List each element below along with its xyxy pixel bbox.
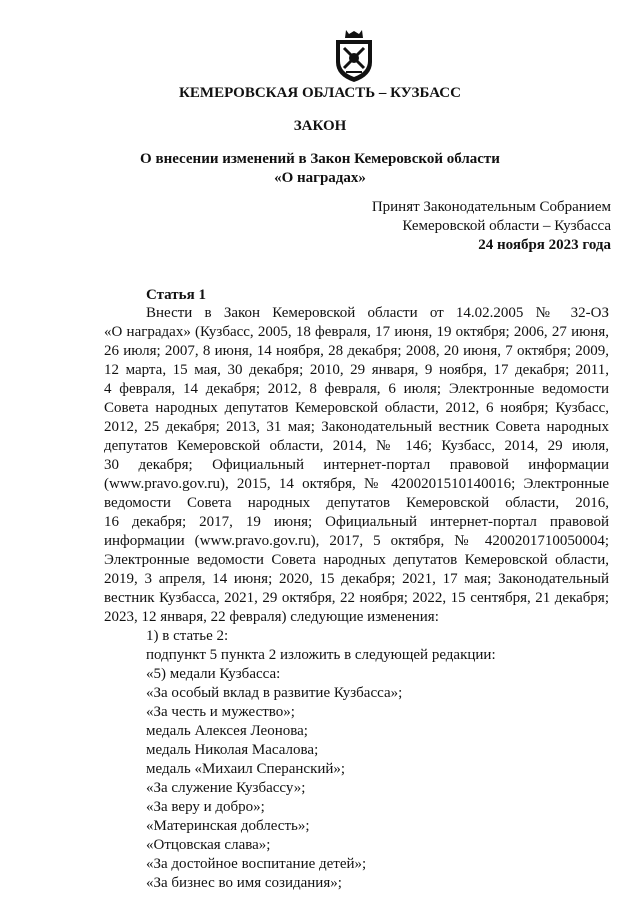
article-heading: Статья 1	[146, 287, 206, 303]
paragraph-line: 2019, 3 апреля, 14 июня; 2020, 15 декабря; 2021, 17 мая; Законодательный	[104, 571, 609, 587]
paragraph-line: Электронные ведомости Совета народных депутатов Кемеровской области,	[104, 552, 609, 568]
medal-list-item: медаль Алексея Леонова;	[146, 723, 308, 739]
medal-list-item: «За честь и мужество»;	[146, 704, 295, 720]
medal-list-item: «За бизнес во имя созидания»;	[146, 875, 342, 891]
doc-type-heading: ЗАКОН	[293, 118, 347, 134]
paragraph-line: Внести в Закон Кемеровской области от 14.02.2005 № 32-ОЗ	[146, 305, 609, 321]
region-heading: КЕМЕРОВСКАЯ ОБЛАСТЬ – КУЗБАСС	[179, 85, 461, 101]
medal-list-item: «За служение Кузбассу»;	[146, 780, 306, 796]
paragraph-line: 4 февраля, 14 декабря; 2012, 8 февраля, 6 июля; Электронные ведомости	[104, 381, 609, 397]
amendment-item: 1) в статье 2:	[146, 628, 229, 644]
paragraph-line: (www.pravo.gov.ru), 2015, 14 октября, № 4200201510140016; Электронные	[104, 476, 609, 492]
paragraph-line: 30 декабря; Официальный интернет-портал правовой информации	[104, 457, 609, 473]
amendment-item: подпункт 5 пункта 2 изложить в следующей редакции:	[146, 647, 496, 663]
adoption-date: 24 ноября 2023 года	[478, 237, 611, 253]
medal-list-item: «За веру и добро»;	[146, 799, 265, 815]
article-paragraph	[104, 304, 609, 627]
paragraph-line: 12 марта, 15 мая, 30 декабря; 2010, 29 января, 9 ноября, 17 декабря; 2011,	[104, 362, 609, 378]
amendment-item: «5) медали Кузбасса:	[146, 666, 281, 682]
paragraph-line: информации (www.pravo.gov.ru), 2017, 5 октября, № 4200201710050004;	[104, 533, 609, 549]
paragraph-line: «О наградах» (Кузбасс, 2005, 18 февраля, 17 июня, 19 октября; 2006, 27 июня,	[104, 324, 609, 340]
paragraph-line: 2023, 12 января, 22 февраля) следующие изменения:	[104, 609, 439, 625]
coat-of-arms-icon	[332, 28, 376, 84]
paragraph-line: 26 июля; 2007, 8 июня, 14 ноября, 28 декабря; 2008, 20 июня, 7 октября; 2009,	[104, 343, 609, 359]
medal-list-item: «За достойное воспитание детей»;	[146, 856, 367, 872]
adoption-line-2: Кемеровской области – Кузбасса	[402, 218, 611, 234]
paragraph-line: 2012, 25 декабря; 2013, 31 мая; Законодательный вестник Совета народных	[104, 419, 609, 435]
adoption-line-1: Принят Законодательным Собранием	[371, 199, 611, 215]
medal-list-item: медаль Николая Масалова;	[146, 742, 319, 758]
law-title-line-2: «О наградах»	[274, 170, 366, 186]
paragraph-line: вестник Кузбасса, 2021, 29 октября, 22 ноября; 2022, 15 сентября, 21 декабря;	[104, 590, 609, 606]
paragraph-line: 16 декабря; 2017, 19 июня; Официальный интернет-портал правовой	[104, 514, 609, 530]
law-title-line-1: О внесении изменений в Закон Кемеровской области	[140, 151, 500, 167]
medal-list-item: «Материнская доблесть»;	[146, 818, 310, 834]
medal-list-item: «Отцовская слава»;	[146, 837, 271, 853]
paragraph-line: ведомости Совета народных депутатов Кемеровской области, 2016,	[104, 495, 609, 511]
medal-list-item: «За особый вклад в развитие Кузбасса»;	[146, 685, 403, 701]
paragraph-line: депутатов Кемеровской области, 2014, № 146; Кузбасс, 2014, 29 июля,	[104, 438, 609, 454]
medal-list-item: медаль «Михаил Сперанский»;	[146, 761, 346, 777]
paragraph-line: Совета народных депутатов Кемеровской области, 2012, 6 ноября; Кузбасс,	[104, 400, 609, 416]
